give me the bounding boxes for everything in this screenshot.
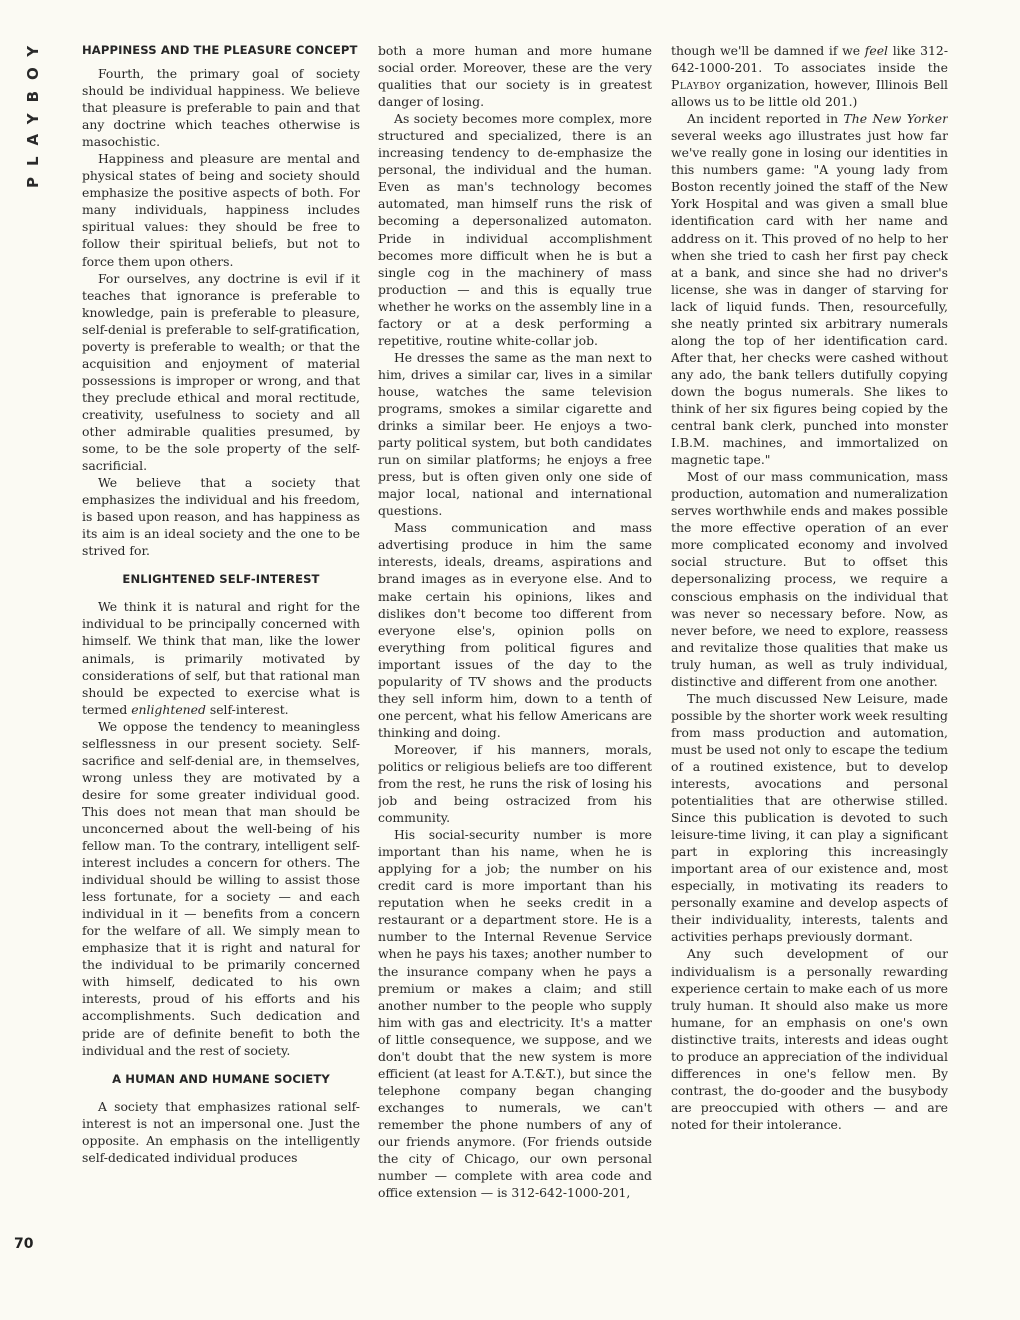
paragraph: The much discussed New Leisure, made possible by the shorter work week resulting from mass production and automation, must be used not only to escape the tedium of a routined existence, but to develop interests, avocations and personal potentialities that are otherwise stilled. Since this publication is devoted to such leisure-time living, it can play a significant part in exploring this increasingly important area of our existence and, most especially, in motivating its readers to personally examine and develop aspects of their individuality, interests, talents and activities perhaps previously dormant. bbox=[671, 690, 948, 945]
paragraph: A society that emphasizes rational self-interest is not an impersonal one. Just the opposite. An emphasis on the intelligently self-dedicated individual produces bbox=[82, 1098, 360, 1165]
paragraph: We think it is natural and right for the individual to be principally concerned with himself. We think that man, like the lower animals, is primarily motivated by considerations of self, but that rational man should be expected to exercise what is termed enlightened self-interest. bbox=[82, 599, 360, 717]
section-heading-happiness: HAPPINESS AND THE PLEASURE CONCEPT bbox=[82, 43, 358, 57]
emphasis: feel bbox=[864, 43, 889, 58]
paragraph: Happiness and pleasure are mental and physical states of being and society should emphasize the positive aspects of both. For many individuals, happiness includes spiritual values: they should be free to follow their spiritual beliefs, but not to force them upon others. bbox=[82, 151, 360, 269]
publication-title: The New Yorker bbox=[843, 111, 948, 127]
paragraph: Any such development of our individualism is a personally rewarding experience certain to make each of us more truly human. It should also make us more humane, for an emphasis on one's own distinctive traits, interests and ideas ought to produce an appreciation of the individual differences in one's fellow men. By contrast, the do-gooder and the busybody are preoccupied with others — and are noted for their intolerance. bbox=[671, 946, 948, 1132]
paragraph: both a more human and more humane social order. Moreover, these are the very qualities that our society is in greatest danger of losing. bbox=[378, 43, 652, 110]
paragraph: We believe that a society that emphasizes the individual and his freedom, is based upon reason, and has happiness as its aim is an ideal society and the one to be strived for. bbox=[82, 475, 360, 559]
paragraph: Moreover, if his manners, morals, politics or religious beliefs are too different from the rest, he runs the risk of losing his job and being ostracized from his community. bbox=[378, 741, 652, 826]
paragraph: As society becomes more complex, more structured and specialized, there is an increasing tendency to de-emphasize the personal, the individual and the human. Even as man's technology becomes automated, man himself runs the risk of becoming a depersonalized automaton. Pride in individual accomplishment becomes more difficult when he is but a single cog in the machinery of mass production — and this is equally true whether he works on the assembly line in a factory or at a desk performing a repetitive, routine white-collar job. bbox=[378, 111, 652, 348]
paragraph: He dresses the same as the man next to him, drives a similar car, lives in a similar house, watches the same television programs, smokes a similar cigarette and drinks a similar beer. He enjoys a two-party political system, but both candidates run on similar platforms; he enjoys a free press, but is often given only one side of major local, national and international questions. bbox=[378, 349, 652, 519]
column-3 bbox=[671, 42, 948, 1262]
paragraph: We oppose the tendency to meaningless selflessness in our present society. Self-sacrifice and self-denial are, in themselves, wrong unless they are motivated by a desire for some greater individual good. This does not mean that man should be unconcerned about the well-being of his fellow man. To the contrary, intelligent self-interest includes a concern for others. The individual should be willing to assist those less fortunate, for a society — and each individual in it — benefits from a concern for the welfare of all. We simply mean to emphasize that it is right and natural for the individual to be primarily concerned with himself, dedicated to his own interests, proud of his efforts and his accomplishments. Such dedication and pride are of definite benefit to both the individual and the rest of society. bbox=[82, 718, 360, 1058]
paragraph: For ourselves, any doctrine is evil if it teaches that ignorance is preferable to knowledge, pain is preferable to pleasure, self-denial is preferable to self-gratification, poverty is preferable to wealth; or that the acquisition and enjoyment of material possessions is improper or wrong, and that they preclude ethical and moral rectitude, creativity, usefulness to society and all other admirable qualities presumed, by some, to be the sole property of the self-sacrificial. bbox=[82, 270, 360, 474]
paragraph: His social-security number is more important than his name, when he is applying for a job; the number on his credit card is more important than his reputation when he seeks credit in a restaurant or a department store. He is a number to the Internal Revenue Service when he pays his taxes; another number to the insurance company when he pays a premium or makes a claim; and still another number to the people who supply him with gas and electricity. It's a matter of little consequence, we suppose, and we don't doubt that the new system is more efficient (at least for A.T.&T.), but since the telephone company began changing exchanges to numerals, we can't remember the phone numbers of any of our friends anymore. (For friends outside the city of Chicago, our own personal number — complete with area code and office extension — is 312-642-1000-201, bbox=[378, 827, 652, 1201]
magazine-name: PLAYBOY bbox=[24, 34, 42, 188]
paragraph: Fourth, the primary goal of society should be individual happiness. We believe that pleasure is preferable to pain and that any doctrine which teaches otherwise is masochistic. bbox=[82, 66, 360, 150]
section-heading-self-interest: ENLIGHTENED SELF-INTEREST bbox=[122, 572, 320, 587]
paragraph: An incident reported in The New Yorker several weeks ago illustrates just how far we've really gone in losing our identities in this numbers game: "A young lady from Boston recently joined the staff of the New York Hospital and was given a small blue identification card with her name and address on it. This proved of no help to her when she tried to cash her first pay check at a bank, and since she had no driver's license, she was in danger of starving for lack of liquid funds. Then, resourcefully, she neatly printed six arbitrary numerals along the top of her identification card. After that, her checks were cashed without any ado, the bank tellers dutifully copying down the bogus numerals. She likes to think of her six figures being copied by the central bank clerk, punched into monster I.B.M. machines, and immortalized on magnetic tape." bbox=[671, 111, 948, 468]
column-1 bbox=[82, 42, 360, 1262]
page-number: 70 bbox=[14, 1236, 34, 1252]
paragraph: Mass communication and mass advertising produce in him the same interests, ideals, dreams, aspirations and brand images as in everyone else. And to make certain his opinions, likes and dislikes don't become too different from everyone else's, opinion polls on everything from political figures and important issues of the day to the popularity of TV shows and the products they sell inform him, down to a tenth of one percent, what his fellow Americans are thinking and doing. bbox=[378, 520, 652, 740]
paragraph: though we'll be damned if we feel like 312-642-1000-201. To associates inside the Playboy organization, however, Illinois Bell allows us to be little old 201.) bbox=[671, 43, 948, 110]
column-2 bbox=[378, 42, 652, 1262]
small-caps-name: Playboy bbox=[671, 77, 721, 93]
paragraph: Most of our mass communication, mass production, automation and numeralization serves worthwhile ends and makes possible the more effective operation of an ever more complicated economy and involved social structure. But to offset this depersonalizing process, we require a conscious emphasis on the individual that was never so necessary before. Now, as never before, we need to explore, reassess and revitalize those qualities that make us truly human, as well as truly individual, distinctive and different from one another. bbox=[671, 469, 948, 689]
running-head bbox=[18, 34, 46, 190]
emphasis: enlightened bbox=[131, 701, 206, 717]
section-heading-humane-society: A HUMAN AND HUMANE SOCIETY bbox=[112, 1071, 330, 1086]
